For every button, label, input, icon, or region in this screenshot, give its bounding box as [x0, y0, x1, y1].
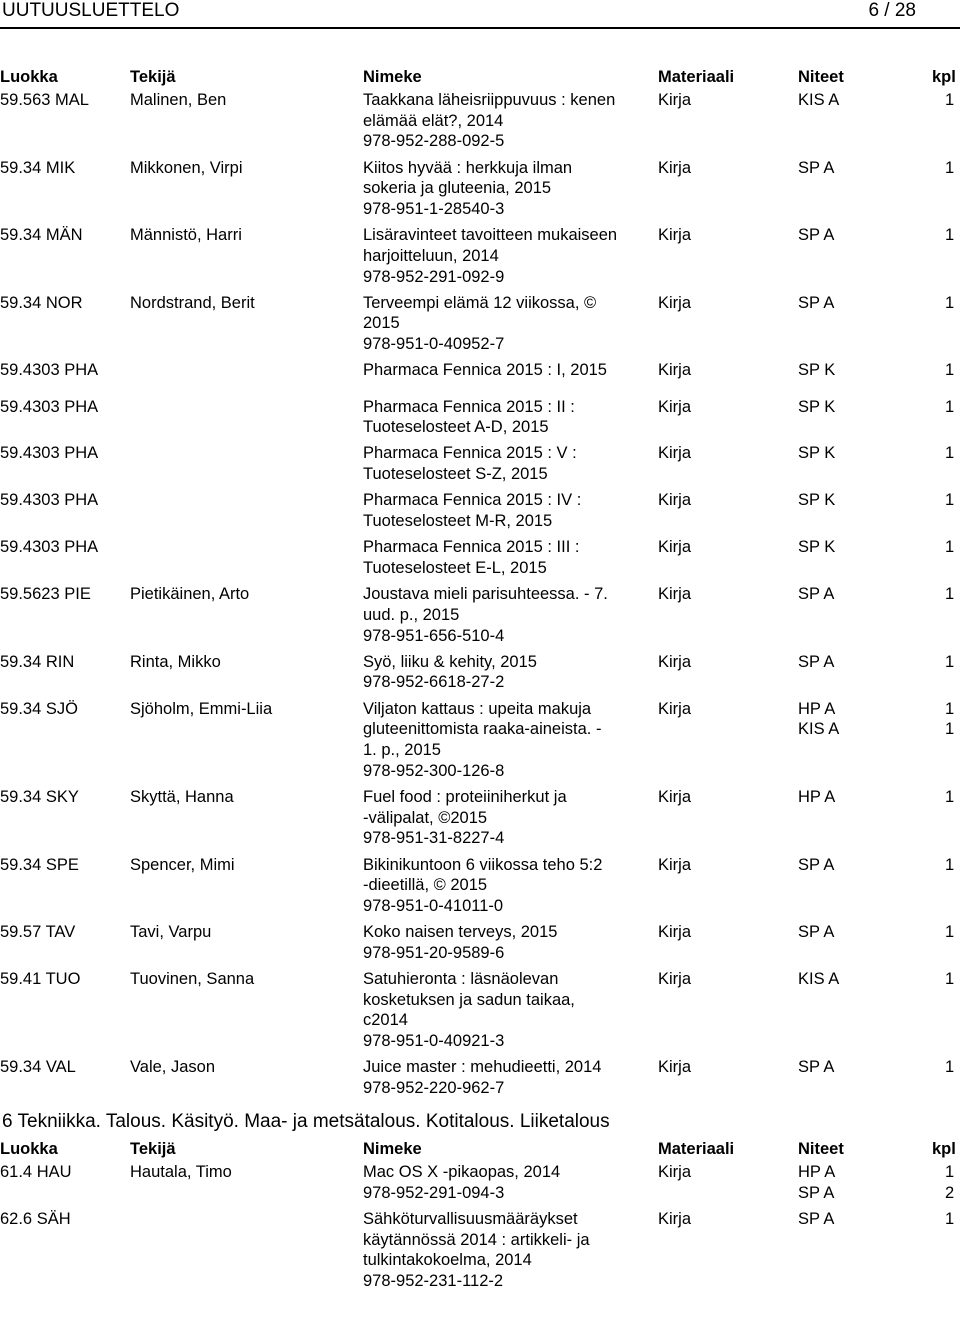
table-row	[0, 1057, 960, 1104]
row-kpl	[945, 699, 960, 740]
row-nimeke-line: Taakkana läheisriippuvuus : kenen	[363, 91, 616, 109]
row-materiaali: Kirja	[658, 923, 692, 942]
row-niteet	[798, 1209, 834, 1230]
row-niteet-line: HP A	[798, 787, 836, 806]
row-niteet-line: SP A	[798, 585, 835, 604]
row-materiaali: Kirja	[658, 444, 692, 463]
row-niteet-line: SP A	[798, 158, 835, 177]
row-nimeke-line: Pharmaca Fennica 2015 : III :	[363, 538, 580, 557]
row-kpl-line: 1	[945, 158, 955, 177]
column-header-luokka: Luokka	[0, 1140, 58, 1159]
row-nimeke-line: Pharmaca Fennica 2015 : I, 2015	[363, 361, 607, 380]
row-nimeke-line: 978-951-20-9589-6	[363, 943, 505, 962]
row-nimeke-line: Kiitos hyvää : herkkuja ilman	[363, 158, 573, 177]
row-luokka: 59.34 SKY	[0, 787, 79, 806]
row-niteet-line: SP A	[798, 923, 835, 942]
row-nimeke-line: Tuoteselosteet A-D, 2015	[363, 418, 549, 437]
row-materiaali: Kirja	[658, 361, 692, 380]
row-nimeke-line: 978-951-31-8227-4	[363, 829, 505, 848]
row-materiaali: Kirja	[658, 585, 692, 604]
row-nimeke-line: c2014	[363, 1011, 408, 1030]
header-divider	[0, 27, 960, 29]
row-kpl	[945, 293, 960, 314]
row-luokka: 59.34 SJÖ	[0, 699, 78, 718]
row-kpl-line: 2	[945, 1183, 955, 1202]
row-kpl	[945, 360, 960, 381]
row-materiaali: Kirja	[658, 855, 692, 874]
row-nimeke-line: 1. p., 2015	[363, 741, 441, 760]
row-luokka: 59.34 MÄN	[0, 226, 83, 245]
row-tekija: Skyttä, Hanna	[130, 787, 234, 806]
table-row	[0, 443, 960, 490]
row-kpl-line: 1	[945, 293, 955, 312]
row-kpl-line: 1	[945, 699, 955, 718]
row-nimeke-line: 978-952-220-962-7	[363, 1078, 505, 1097]
row-nimeke-line: Mac OS X -pikaopas, 2014	[363, 1163, 561, 1182]
table-row	[0, 855, 960, 923]
row-nimeke-line: Terveempi elämä 12 viikossa, ©	[363, 293, 597, 312]
row-nimeke-line: -välipalat, ©2015	[363, 808, 488, 827]
row-kpl-line: 1	[945, 397, 955, 416]
row-kpl	[945, 397, 960, 418]
row-niteet	[798, 922, 834, 943]
row-kpl-line: 1	[945, 923, 955, 942]
row-nimeke	[363, 90, 653, 152]
row-nimeke-line: käytännössä 2014 : artikkeli- ja	[363, 1230, 590, 1249]
row-nimeke-line: 978-952-231-112-2	[363, 1272, 504, 1291]
row-nimeke-line: Sähköturvallisuusmääräykset	[363, 1210, 578, 1229]
catalog-content	[0, 66, 960, 1297]
row-kpl-line: 1	[945, 969, 955, 988]
table-row	[0, 293, 960, 361]
row-materiaali: Kirja	[658, 1210, 692, 1229]
page-number: 6 / 28	[868, 0, 916, 21]
column-header-materiaali: Materiaali	[658, 1140, 735, 1159]
row-luokka: 59.34 MIK	[0, 158, 76, 177]
row-kpl-line: 1	[945, 652, 955, 671]
row-nimeke-line: Syö, liiku & kehity, 2015	[363, 652, 537, 671]
row-kpl-line: 1	[945, 1163, 955, 1182]
row-niteet	[798, 699, 839, 740]
table-row	[0, 158, 960, 226]
row-niteet	[798, 397, 835, 418]
row-luokka: 62.6 SÄH	[0, 1210, 71, 1229]
row-niteet-line: SP A	[798, 1210, 835, 1229]
row-kpl-line: 1	[945, 1210, 955, 1229]
row-tekija: Rinta, Mikko	[130, 652, 221, 671]
row-kpl	[945, 584, 960, 605]
row-materiaali: Kirja	[658, 787, 692, 806]
row-kpl-line: 1	[945, 585, 955, 604]
row-niteet-line: KIS A	[798, 91, 840, 109]
table-row	[0, 1162, 960, 1209]
row-nimeke-line: 978-951-0-41011-0	[363, 896, 504, 915]
row-niteet	[798, 537, 835, 558]
row-luokka: 59.34 SPE	[0, 855, 79, 874]
row-nimeke-line: Pharmaca Fennica 2015 : V :	[363, 444, 577, 463]
row-nimeke-line: Viljaton kattaus : upeita makuja	[363, 699, 592, 718]
row-kpl	[945, 922, 960, 943]
row-nimeke-line: Juice master : mehudieetti, 2014	[363, 1058, 602, 1077]
row-nimeke-line: Bikinikuntoon 6 viikossa teho 5:2	[363, 855, 603, 874]
row-niteet	[798, 443, 835, 464]
row-nimeke-line: uud. p., 2015	[363, 605, 460, 624]
row-tekija: Pietikäinen, Arto	[130, 585, 250, 604]
table-row	[0, 360, 960, 396]
table-row	[0, 584, 960, 652]
row-nimeke-line: 978-952-291-092-9	[363, 267, 505, 286]
row-nimeke-line: 978-952-288-092-5	[363, 132, 505, 151]
row-niteet-line: HP A	[798, 699, 836, 718]
row-nimeke	[363, 490, 653, 531]
row-kpl-line: 1	[945, 91, 955, 109]
row-nimeke	[363, 1057, 653, 1098]
row-kpl-line: 1	[945, 787, 955, 806]
column-header-kpl: kpl	[932, 68, 956, 86]
row-nimeke-line: Tuoteselosteet E-L, 2015	[363, 558, 547, 577]
row-kpl	[945, 652, 960, 673]
section-1-rows	[0, 90, 960, 1104]
row-niteet-line: SP A	[798, 1183, 835, 1202]
row-luokka: 59.4303 PHA	[0, 361, 99, 380]
row-nimeke-line: 2015	[363, 314, 400, 333]
row-nimeke	[363, 1162, 653, 1203]
row-materiaali: Kirja	[658, 538, 692, 557]
row-kpl-line: 1	[945, 361, 955, 380]
table-row	[0, 225, 960, 293]
table-row	[0, 490, 960, 537]
row-nimeke-line: 978-952-6618-27-2	[363, 673, 505, 692]
row-materiaali: Kirja	[658, 491, 692, 510]
row-nimeke	[363, 158, 653, 220]
row-niteet-line: SP K	[798, 538, 836, 557]
document-title: UUTUUSLUETTELO	[2, 0, 180, 21]
row-materiaali: Kirja	[658, 1058, 692, 1077]
column-header-nimeke: Nimeke	[363, 68, 422, 86]
row-niteet-line: SP A	[798, 293, 835, 312]
row-niteet	[798, 787, 835, 808]
row-tekija: Vale, Jason	[130, 1058, 215, 1077]
table-row	[0, 537, 960, 584]
row-materiaali: Kirja	[658, 397, 692, 416]
row-luokka: 59.4303 PHA	[0, 397, 99, 416]
row-niteet-line: KIS A	[798, 969, 840, 988]
row-materiaali: Kirja	[658, 91, 692, 109]
row-nimeke-line: Pharmaca Fennica 2015 : IV :	[363, 491, 582, 510]
table-row	[0, 397, 960, 444]
row-kpl	[945, 225, 960, 246]
page-header	[0, 0, 960, 24]
row-nimeke-line: 978-951-1-28540-3	[363, 200, 505, 218]
row-tekija: Malinen, Ben	[130, 91, 227, 109]
column-headers	[0, 66, 960, 90]
row-kpl-line: 1	[945, 226, 955, 245]
row-nimeke-line: elämää elät?, 2014	[363, 111, 504, 130]
row-nimeke-line: 978-951-0-40952-7	[363, 335, 505, 354]
row-tekija: Mikkonen, Virpi	[130, 158, 243, 177]
row-kpl	[945, 158, 960, 179]
row-nimeke	[363, 652, 653, 693]
row-nimeke	[363, 360, 653, 381]
table-row	[0, 699, 960, 787]
row-nimeke	[363, 443, 653, 484]
row-kpl	[945, 1057, 960, 1078]
row-nimeke-line: Tuoteselosteet S-Z, 2015	[363, 465, 548, 484]
row-kpl	[945, 787, 960, 808]
row-niteet	[798, 225, 834, 246]
row-luokka: 59.41 TUO	[0, 969, 81, 988]
row-luokka: 59.34 RIN	[0, 652, 75, 671]
row-tekija: Hautala, Timo	[130, 1163, 232, 1182]
row-nimeke	[363, 225, 653, 287]
section-title: 6 Tekniikka. Talous. Käsityö. Maa- ja metsätalous. Kotitalous. Liiketalous	[2, 1111, 610, 1133]
row-niteet	[798, 293, 834, 314]
row-luokka: 59.5623 PIE	[0, 585, 91, 604]
row-nimeke-line: 978-951-656-510-4	[363, 626, 505, 645]
row-nimeke	[363, 584, 653, 646]
row-nimeke	[363, 855, 653, 917]
row-nimeke-line: gluteenittomista raaka-aineista. -	[363, 720, 602, 739]
row-nimeke	[363, 537, 653, 578]
table-row	[0, 787, 960, 855]
row-niteet	[798, 652, 834, 673]
row-kpl-line: 1	[945, 538, 955, 557]
row-nimeke-line: 978-952-291-094-3	[363, 1183, 505, 1202]
row-niteet-line: SP A	[798, 652, 835, 671]
row-nimeke-line: Joustava mieli parisuhteessa. - 7.	[363, 585, 608, 604]
row-materiaali: Kirja	[658, 158, 692, 177]
row-tekija: Spencer, Mimi	[130, 855, 235, 874]
row-niteet	[798, 855, 834, 876]
row-nimeke-line: -dieetillä, © 2015	[363, 876, 488, 895]
column-header-niteet: Niteet	[798, 1140, 844, 1159]
row-kpl-line: 1	[945, 855, 955, 874]
row-niteet	[798, 490, 835, 511]
row-nimeke-line: kosketuksen ja sadun taikaa,	[363, 990, 575, 1009]
row-nimeke-line: 978-951-0-40921-3	[363, 1032, 505, 1051]
row-luokka: 59.4303 PHA	[0, 444, 99, 463]
row-luokka: 59.563 MAL	[0, 91, 89, 109]
column-header-kpl: kpl	[932, 1140, 956, 1159]
row-kpl	[945, 1162, 960, 1203]
row-kpl	[945, 855, 960, 876]
row-niteet	[798, 90, 839, 111]
table-row	[0, 922, 960, 969]
row-nimeke-line: Tuoteselosteet M-R, 2015	[363, 512, 553, 531]
row-nimeke-line: Lisäravinteet tavoitteen mukaiseen	[363, 226, 618, 245]
row-niteet-line: SP K	[798, 397, 836, 416]
row-niteet-line: SP K	[798, 444, 836, 463]
row-nimeke	[363, 1209, 653, 1292]
row-kpl	[945, 90, 960, 111]
row-luokka: 59.34 NOR	[0, 293, 83, 312]
column-header-niteet: Niteet	[798, 68, 844, 86]
table-row	[0, 969, 960, 1057]
row-kpl-line: 1	[945, 444, 955, 463]
row-nimeke-line: tulkintakokoelma, 2014	[363, 1251, 532, 1270]
row-kpl	[945, 969, 960, 990]
row-nimeke-line: Satuhieronta : läsnäolevan	[363, 969, 559, 988]
row-nimeke	[363, 922, 653, 963]
row-kpl-line: 1	[945, 1058, 955, 1077]
row-kpl	[945, 537, 960, 558]
row-kpl	[945, 443, 960, 464]
row-kpl-line: 1	[945, 491, 955, 510]
row-niteet-line: SP K	[798, 491, 836, 510]
row-niteet-line: SP A	[798, 855, 835, 874]
column-header-materiaali: Materiaali	[658, 68, 735, 86]
row-luokka: 59.34 VAL	[0, 1058, 76, 1077]
row-materiaali: Kirja	[658, 226, 692, 245]
row-nimeke-line: 978-952-300-126-8	[363, 761, 505, 780]
row-nimeke	[363, 969, 653, 1052]
row-materiaali: Kirja	[658, 1163, 692, 1182]
row-niteet-line: HP A	[798, 1163, 836, 1182]
table-row	[0, 1209, 960, 1297]
row-nimeke-line: Koko naisen terveys, 2015	[363, 923, 558, 942]
table-row	[0, 90, 960, 158]
column-header-tekija: Tekijä	[130, 68, 176, 86]
row-luokka: 61.4 HAU	[0, 1163, 72, 1182]
row-nimeke-line: Pharmaca Fennica 2015 : II :	[363, 397, 575, 416]
row-niteet-line: KIS A	[798, 720, 840, 739]
row-kpl	[945, 1209, 960, 1230]
row-materiaali: Kirja	[658, 969, 692, 988]
section-2-rows	[0, 1162, 960, 1297]
row-materiaali: Kirja	[658, 652, 692, 671]
section-heading	[0, 1104, 960, 1138]
column-header-luokka: Luokka	[0, 68, 58, 86]
row-materiaali: Kirja	[658, 699, 692, 718]
row-tekija: Männistö, Harri	[130, 226, 242, 245]
row-nimeke-line: harjoitteluun, 2014	[363, 246, 499, 265]
row-nimeke	[363, 787, 653, 849]
row-niteet-line: SP K	[798, 361, 836, 380]
row-nimeke-line: sokeria ja gluteenia, 2015	[363, 179, 552, 198]
row-niteet-line: SP A	[798, 1058, 835, 1077]
row-niteet	[798, 584, 834, 605]
table-row	[0, 652, 960, 699]
row-materiaali: Kirja	[658, 293, 692, 312]
row-nimeke-line: Fuel food : proteiiniherkut ja	[363, 787, 567, 806]
row-tekija: Tavi, Varpu	[130, 923, 212, 942]
row-niteet	[798, 360, 835, 381]
row-luokka: 59.57 TAV	[0, 923, 76, 942]
row-niteet-line: SP A	[798, 226, 835, 245]
row-nimeke	[363, 397, 653, 438]
row-luokka: 59.4303 PHA	[0, 538, 99, 557]
row-tekija: Nordstrand, Berit	[130, 293, 255, 312]
row-nimeke	[363, 293, 653, 355]
row-kpl-line: 1	[945, 720, 955, 739]
row-niteet	[798, 1162, 835, 1203]
row-nimeke	[363, 699, 653, 782]
row-niteet	[798, 158, 834, 179]
row-niteet	[798, 1057, 834, 1078]
row-niteet	[798, 969, 839, 990]
row-luokka: 59.4303 PHA	[0, 491, 99, 510]
row-tekija: Sjöholm, Emmi-Liia	[130, 699, 273, 718]
row-tekija: Tuovinen, Sanna	[130, 969, 255, 988]
column-headers-2	[0, 1138, 960, 1162]
row-kpl	[945, 490, 960, 511]
column-header-tekija: Tekijä	[130, 1140, 176, 1159]
column-header-nimeke: Nimeke	[363, 1140, 422, 1159]
